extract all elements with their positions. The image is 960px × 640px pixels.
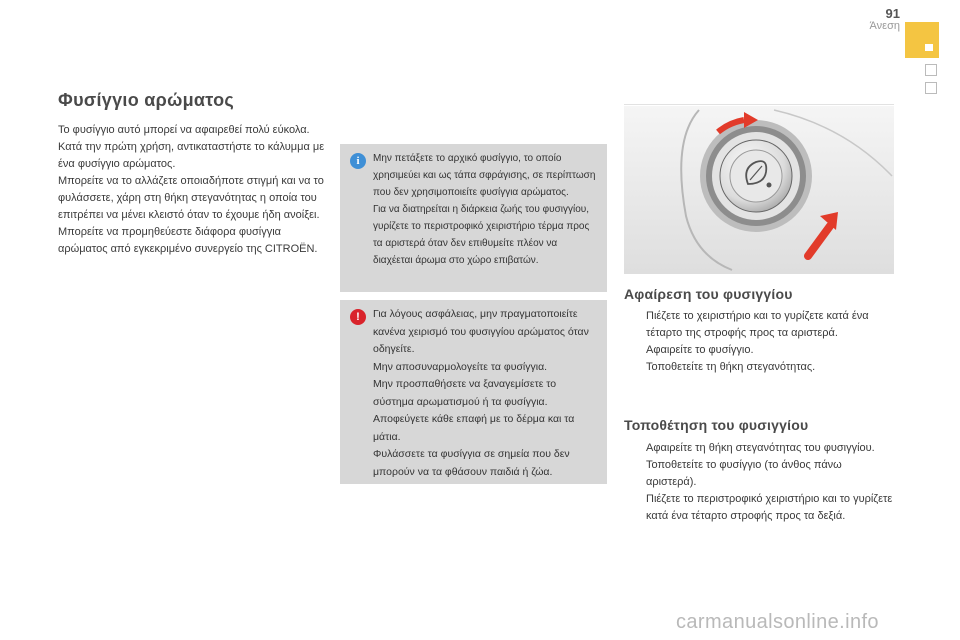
removal-heading: Αφαίρεση του φυσιγγίου bbox=[624, 286, 793, 302]
intro-paragraph: Μπορείτε να προμηθεύεστε διάφορα φυσίγγια αρώματος από εγκεκριμένο συνεργείο της CITROËN. bbox=[58, 226, 318, 255]
section-title: Άνεση bbox=[869, 20, 900, 32]
perfume-dial-illustration bbox=[624, 106, 894, 274]
warning-icon: ! bbox=[350, 309, 366, 325]
list-item bbox=[624, 308, 894, 342]
chapter-tab[interactable] bbox=[925, 64, 937, 76]
step-text: Πιέζετε το περιστροφικό χειριστήριο και το γυρίζετε κατά ένα τέταρτο στροφής προς τα δεξιά. bbox=[646, 493, 893, 522]
watermark: carmanualsonline.info bbox=[676, 611, 879, 633]
fitting-heading: Τοποθέτηση του φυσιγγίου bbox=[624, 417, 809, 433]
step-text: Τοποθετείτε τη θήκη στεγανότητας. bbox=[646, 361, 816, 373]
figure-divider bbox=[624, 104, 894, 105]
chapter-tab-active[interactable] bbox=[905, 22, 939, 58]
warning-paragraph: Για λόγους ασφάλειας, μην πραγματοποιείτε κανένα χειρισμό του φυσιγγίου αρώματος όταν οδηγείτε. bbox=[373, 308, 589, 355]
warning-box bbox=[340, 300, 607, 484]
step-text: Πιέζετε το χειριστήριο και το γυρίζετε κατά ένα τέταρτο της στροφής προς τα αριστερά. bbox=[646, 310, 869, 339]
tab-marker bbox=[925, 44, 933, 51]
warning-paragraph: Μην προσπαθήσετε να ξαναγεμίσετε το σύστημα αρωματισμού ή τα φυσίγγια. bbox=[373, 378, 557, 408]
info-paragraph: Μην πετάξετε το αρχικό φυσίγγιο, το οποίο χρησιμεύει και ως τάπα σφράγισης, σε περίπτωση που δεν χρησιμοποιείτε φυσίγγια αρώματος. bbox=[373, 153, 596, 198]
page-title: Φυσίγγιο αρώματος bbox=[58, 90, 235, 110]
page-number: 91 bbox=[885, 6, 900, 21]
info-box bbox=[340, 144, 607, 292]
list-item bbox=[624, 491, 894, 525]
list-item bbox=[624, 440, 894, 457]
fitting-steps bbox=[624, 440, 894, 525]
step-text: Αφαιρείτε το φυσίγγιο. bbox=[646, 344, 754, 356]
removal-steps bbox=[624, 308, 894, 376]
list-item bbox=[624, 359, 894, 376]
step-text: Αφαιρείτε τη θήκη στεγανότητας του φυσιγγίου. bbox=[646, 442, 875, 454]
step-text: Τοποθετείτε το φυσίγγιο (το άνθος πάνω αριστερά). bbox=[646, 459, 842, 488]
intro-paragraph: Μπορείτε να το αλλάζετε οποιαδήποτε στιγμή και να το φυλάσσετε, χάρη στη θήκη στεγανότητας η οποία του επιτρέπει να μένει κλειστό όταν το έχουμε ήδη ανοίξει. bbox=[58, 175, 324, 221]
chapter-tab[interactable] bbox=[925, 82, 937, 94]
intro-text bbox=[58, 122, 328, 258]
warning-paragraph: Μην αποσυναρμολογείτε τα φυσίγγια. bbox=[373, 360, 548, 373]
list-item bbox=[624, 457, 894, 491]
info-icon: i bbox=[350, 153, 366, 169]
warning-paragraph: Αποφεύγετε κάθε επαφή με το δέρμα και τα μάτια. bbox=[373, 413, 575, 443]
info-paragraph: Για να διατηρείται η διάρκεια ζωής του φυσιγγίου, γυρίζετε το περιστροφικό χειριστήριο τέρμα προς τα αριστερά όταν δεν επιθυμείτε πλέον να διαχέεται άρωμα στο χώρο επιβατών. bbox=[373, 204, 590, 266]
intro-paragraph: Το φυσίγγιο αυτό μπορεί να αφαιρεθεί πολύ εύκολα. Κατά την πρώτη χρήση, αντικαταστήστε το κάλυμμα με ένα φυσίγγιο αρώματος. bbox=[58, 124, 325, 170]
warning-paragraph: Φυλάσσετε τα φυσίγγια σε σημεία που δεν μπορούν να τα φθάσουν παιδιά ή ζώα. bbox=[373, 448, 570, 478]
list-item bbox=[624, 342, 894, 359]
